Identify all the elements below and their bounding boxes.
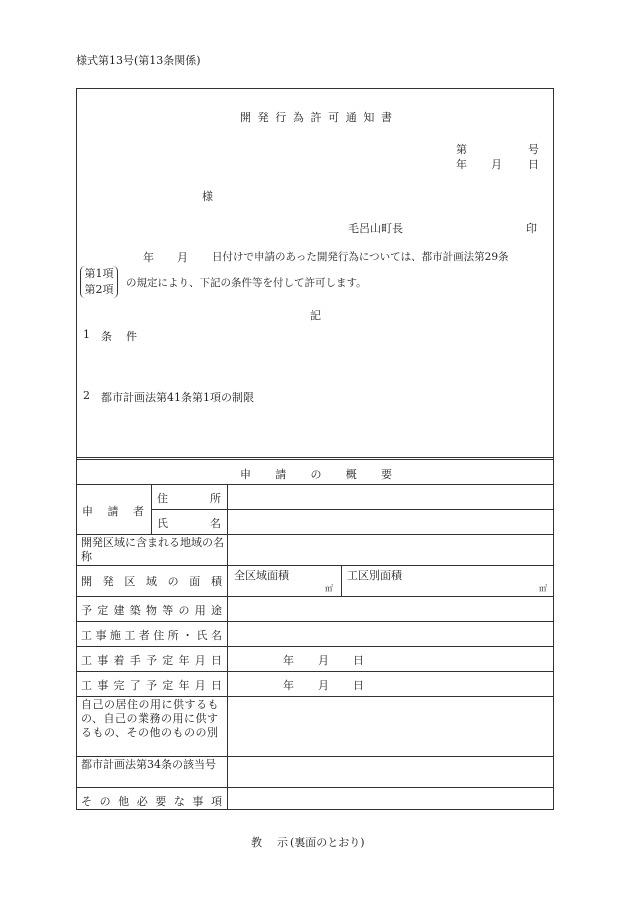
label-char: 教: [251, 836, 262, 849]
table-line: [76, 671, 554, 672]
issuer-name: 毛呂山町長: [348, 222, 403, 235]
total-area-unit: ㎡: [325, 584, 333, 593]
section-divider: [76, 457, 554, 458]
label-char: 要: [155, 795, 167, 808]
label-char: の: [178, 604, 190, 617]
start-date-year: 年: [283, 654, 294, 667]
total-area-label: 全区域面積: [234, 569, 289, 582]
label-char: 等: [162, 604, 174, 617]
label-char: 物: [146, 604, 157, 617]
body-line-1: 日付けで申請のあった開発行為については、都市計画法第29条: [212, 251, 509, 263]
summary-title: [240, 466, 392, 482]
end-date-day: 日: [353, 679, 364, 692]
label-char: 申: [240, 468, 251, 481]
label-char: 名: [210, 517, 221, 530]
label-char: 発: [257, 111, 269, 124]
label-char: 要: [381, 468, 392, 481]
article-item-bracket: [80, 266, 118, 298]
label-char: 定: [162, 679, 174, 692]
table-line: [151, 509, 554, 510]
end-date-label: [81, 677, 222, 693]
limit-text: 都市計画法第41条第1項の制限: [101, 391, 254, 404]
label-char: 日: [211, 654, 222, 667]
building-use-label: [81, 602, 222, 618]
table-line: [76, 621, 554, 622]
label-char: 名: [210, 629, 222, 642]
start-date-label: [81, 652, 222, 668]
bracket-item-1: 第1項: [84, 267, 114, 280]
address-label: [157, 490, 221, 506]
table-line: [76, 646, 554, 647]
label-char: 工: [81, 629, 92, 642]
label-char: 事: [97, 679, 109, 692]
label-char: 定: [162, 654, 174, 667]
table-line: [76, 565, 554, 566]
number-suffix: 号: [528, 143, 539, 156]
label-char: 住: [153, 629, 165, 642]
label-char: 日: [211, 679, 222, 692]
label-char: 者: [133, 505, 144, 518]
label-char: 予: [81, 604, 92, 617]
label-char: 区: [124, 575, 136, 588]
label-char: 申: [82, 505, 93, 518]
label-char: 積: [210, 575, 222, 588]
label-char: 開: [81, 575, 92, 588]
zone-area-unit: ㎡: [539, 584, 547, 593]
table-line: [76, 696, 554, 697]
table-line: [76, 596, 554, 597]
area-size-label: [81, 573, 222, 589]
table-vline: [341, 565, 342, 596]
label-char: 月: [194, 679, 206, 692]
label-char: 氏: [157, 517, 168, 530]
label-char: 予: [146, 679, 157, 692]
label-char: 面: [189, 575, 201, 588]
label-char: 事: [97, 654, 109, 667]
label-char: ・: [182, 629, 194, 642]
label-char: 域: [145, 575, 157, 588]
table-line: [76, 787, 554, 788]
start-date-month: 月: [318, 654, 329, 667]
label-char: 示: [277, 836, 288, 849]
table-line: [76, 756, 554, 757]
table-line: [76, 534, 554, 535]
condition-label: [101, 328, 137, 344]
label-char: 用: [194, 604, 206, 617]
bracket-item-2: 第2項: [84, 283, 114, 296]
label-char: 築: [129, 604, 141, 617]
label-char: 通: [345, 111, 357, 124]
number-prefix: 第: [456, 143, 467, 156]
label-char: 年: [178, 679, 190, 692]
label-char: 請: [107, 505, 119, 518]
label-char: 住: [157, 492, 168, 505]
body-line-2: の規定により、下記の条件等を付して許可します。: [126, 277, 367, 289]
form-number: 様式第13号(第13条関係): [76, 54, 201, 67]
label-char: の: [99, 795, 111, 808]
teaching-note: (裏面のとおり): [290, 836, 365, 849]
label-char: 事: [192, 795, 204, 808]
label-char: 書: [381, 111, 392, 124]
notice-date-year: 年: [456, 158, 467, 171]
label-char: 事: [95, 629, 107, 642]
label-char: 必: [136, 795, 148, 808]
label-char: 工: [124, 629, 136, 642]
recipient-suffix: 様: [202, 190, 213, 203]
label-char: 為: [292, 111, 304, 124]
label-char: 途: [211, 604, 222, 617]
label-char: 工: [81, 679, 92, 692]
label-char: 施: [109, 629, 121, 642]
label-char: 許: [310, 111, 322, 124]
label-char: の: [167, 575, 179, 588]
applicant-label: [82, 503, 144, 519]
label-char: 件: [126, 330, 137, 343]
area-region-label: 開発区域に含まれる地域の名称: [81, 536, 224, 563]
art34-label: 都市計画法第34条の該当号: [81, 758, 216, 771]
label-char: 着: [113, 654, 125, 667]
body-year: 年: [143, 251, 154, 264]
body-month: 月: [177, 251, 188, 264]
ki-mark: 記: [310, 309, 321, 322]
label-char: 所: [167, 629, 179, 642]
label-char: 他: [118, 795, 130, 808]
label-char: 完: [113, 679, 125, 692]
notice-date-month: 月: [491, 158, 502, 171]
label-char: 者: [138, 629, 150, 642]
label-char: 行: [275, 111, 287, 124]
label-char: 発: [102, 575, 114, 588]
start-date-day: 日: [353, 654, 364, 667]
label-char: 氏: [196, 629, 208, 642]
end-date-month: 月: [318, 679, 329, 692]
label-char: な: [173, 795, 185, 808]
other-items-label: [81, 793, 222, 809]
zone-area-label: 工区別面積: [347, 569, 402, 582]
label-char: 了: [129, 679, 141, 692]
label-char: 請: [275, 468, 287, 481]
label-char: の: [310, 468, 322, 481]
label-char: 月: [194, 654, 206, 667]
label-char: 建: [113, 604, 125, 617]
name-label: [157, 515, 221, 531]
label-char: 知: [363, 111, 375, 124]
label-char: 可: [328, 111, 340, 124]
label-char: 条: [101, 330, 112, 343]
label-char: 予: [146, 654, 157, 667]
notice-title: [240, 109, 392, 125]
use-type-label: 自己の居住の用に供するもの、自己の業務の用に供するもの、その他のものの別: [81, 698, 219, 739]
notice-date-day: 日: [528, 158, 539, 171]
table-line: [76, 484, 554, 485]
label-char: 所: [210, 492, 221, 505]
label-char: 定: [97, 604, 109, 617]
contractor-label: [81, 627, 222, 643]
label-char: 概: [345, 468, 357, 481]
seal-mark: 印: [526, 222, 537, 235]
table-vline: [151, 484, 152, 534]
section-divider-double: [76, 459, 554, 460]
end-date-year: 年: [283, 679, 294, 692]
label-char: 工: [81, 654, 92, 667]
label-char: 手: [129, 654, 141, 667]
label-char: そ: [81, 795, 92, 808]
limit-number: 2: [83, 389, 90, 402]
label-char: 項: [210, 795, 222, 808]
label-char: 開: [240, 111, 251, 124]
condition-number: 1: [83, 328, 90, 341]
teaching-label: [251, 834, 288, 850]
table-vline: [227, 484, 228, 810]
label-char: 年: [178, 654, 190, 667]
